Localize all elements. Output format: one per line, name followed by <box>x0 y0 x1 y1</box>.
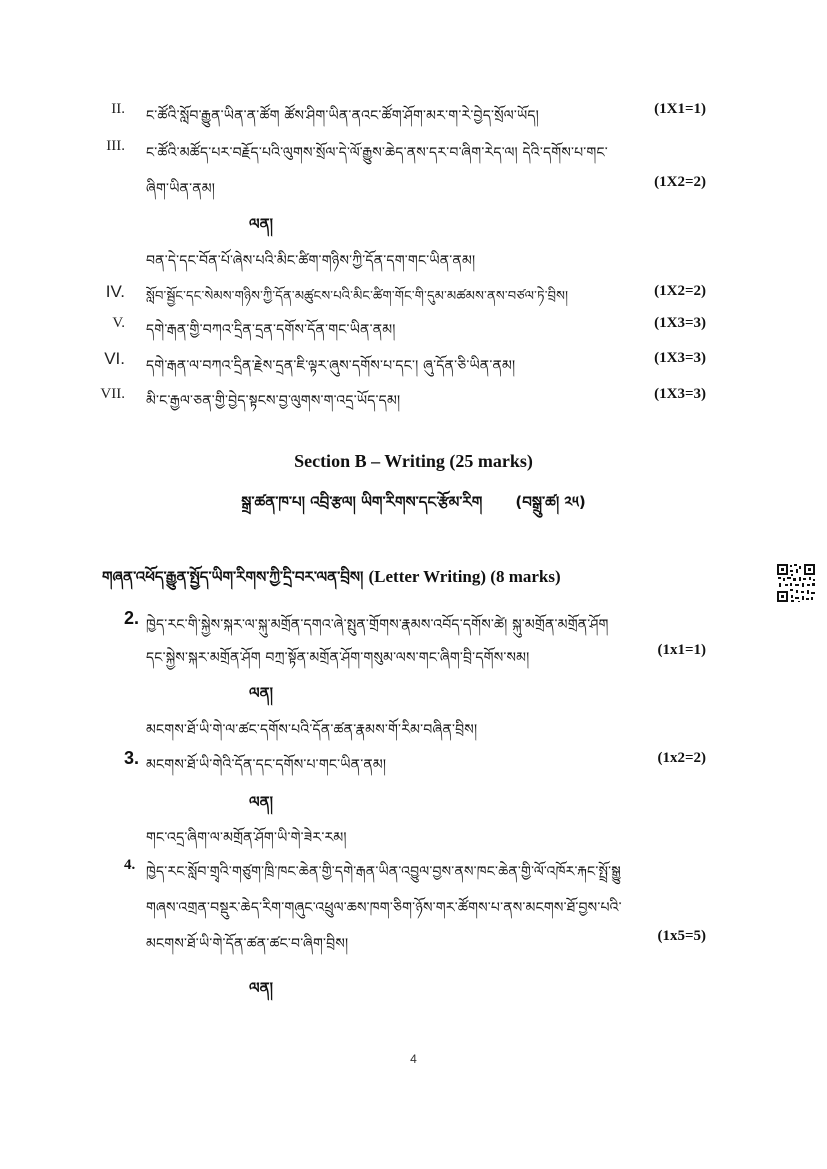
question-marks: (1X3=3) <box>654 386 706 402</box>
answer-label: ལན། <box>249 979 273 997</box>
question-number: V. <box>112 315 125 331</box>
question-number: VI. <box>104 349 125 368</box>
question-text: མི་ང་རྒྱལ་ཅན་གྱི་བྱེད་སྟངས་བྱ་ལུགས་ག་འདྲ་ཡོད་དམ། <box>146 393 401 409</box>
question-text: ང་ཚོའི་མཚོད་པར་བརྗོད་པའི་ལུགས་སྲོལ་དེ་ལོ་རྒྱུས་ཆེད་ནས་དར་བ་ཞིག་རེད་ལ། དེའི་དགོས་པ་གང་ <box>146 145 608 161</box>
question-marks: (1x1=1) <box>657 642 706 658</box>
answer-label: ལན། <box>249 684 273 702</box>
question-number: 3. <box>124 748 140 768</box>
answer-label: ལན། <box>249 793 273 811</box>
section-marks: (བསྒྲུ་ཚ། ༢༥) <box>515 493 586 511</box>
page-number: 4 <box>410 1052 417 1066</box>
question-text: ཁྱེད་རང་སློབ་གྲྭའི་གཙུག་ཁྲི་ཁང་ཆེན་གྱི་དགེ་རྒན་ཡིན་འབྱུལ་བྱས་ནས་ཁང་ཆེན་གྱི་ལོ་འཁོར་རྐང་སྤྲོ་སྒྱུ <box>146 864 621 880</box>
question-marks: (1x2=2) <box>657 750 706 766</box>
question-marks: (1X2=2) <box>654 283 706 299</box>
question-text: ཁྱེད་རང་གི་སྐྱེས་སྐར་ལ་སྐུ་མགྲོན་དགའ་ཞེ་སྤུན་གྲོགས་རྣམས་འབོད་དགོས་ཚེ། སྐུ་མགྲོན་མགྲོན་ཤོག <box>146 617 609 633</box>
question-number: IV. <box>105 282 125 301</box>
question-text: མངགས་ཐོ་ཡི་གེའི་དོན་དང་དགོས་པ་གང་ཡིན་ནམ། <box>146 757 387 773</box>
question-marks: (1x5=5) <box>657 928 706 944</box>
question-marks: (1X3=3) <box>654 350 706 366</box>
answer-text: གང་འདྲ་ཞིག་ལ་མགྲོན་ཤོག་ཡི་གེ་ཟེར་རམ། <box>146 830 347 846</box>
qr-code-icon <box>776 563 816 603</box>
question-text-continued: ཞིག་ཡིན་ནམ། <box>146 181 216 197</box>
letter-writing-heading-english: (Letter Writing) (8 marks) <box>368 567 561 586</box>
question-number: VII. <box>100 386 125 402</box>
question-text-continued: དང་སྐྱེས་སྐར་མགྲོན་ཤོག བཀྲ་སྟོན་མགྲོན་ཤོག་གསུམ་ལས་གང་ཞིག་བྲི་དགོས་སམ། <box>146 650 530 666</box>
letter-writing-heading-tibetan: གཞན་འཕོད་རྒྱུན་སྤྱོད་ཡིག་རིགས་ཀྱི་དྲི་བར་ལན་བྲིས། <box>102 568 364 586</box>
question-text: དགེ་རྒན་གྱི་བཀའ་དྲིན་དྲན་དགོས་དོན་གང་ཡིན་ནམ། <box>146 322 396 338</box>
question-text: སློབ་སྦྱོང་དང་སེམས་གཉིས་ཀྱི་དོན་མཚུངས་པའི་མིང་ཚིག་གོང་གི་དུམ་མཚམས་ནས་བཙལ་ཏེ་བྲིས། <box>146 289 569 304</box>
answer-text: མངགས་ཐོ་ཡི་གེ་ལ་ཚང་དགོས་པའི་དོན་ཚན་རྣམས་གོ་རིམ་བཞིན་བྲིས། <box>146 722 478 738</box>
question-text: དགེ་རྒན་ལ་བཀའ་དྲིན་རྗེས་དྲན་ཇི་ལྟར་ཞུས་དགོས་པ་དང་། ཞུ་དོན་ཅི་ཡིན་ནམ། <box>146 358 516 374</box>
section-subtitle <box>0 486 827 528</box>
question-marks: (1X2=2) <box>654 174 706 190</box>
letter-writing-heading <box>102 561 561 603</box>
question-marks: (1X1=1) <box>654 101 706 117</box>
section-subtitle-tibetan: སྒྲ་ཚན་ཁ་པ། འབྲི་རྩལ། ཡིག་རིགས་དང་རྩོམ་རིག <box>241 493 483 511</box>
section-title: Section B – Writing (25 marks) <box>294 451 533 471</box>
question-number: II. <box>111 101 125 117</box>
question-number: 4. <box>124 857 136 873</box>
question-text: ང་ཚོའི་སློབ་རྒྱུན་ཡིན་ན་ཚོག ཚོས་ཤིག་ཡིན་ནའང་ཚོག་ཤོག་མར་ག་རེ་བྱེད་སྲོལ་ཡོད། <box>146 108 539 124</box>
question-number: III. <box>106 138 125 154</box>
question-text-continued: གཞས་འགྲན་བསྡུར་ཆེད་རིག་གཞུང་འཕྲུལ་ཆས་ཁག་ཅིག་ཉོས་གར་ཚོགས་པ་ནས་མངགས་ཐོ་བྱས་པའི་ <box>146 900 622 916</box>
question-text-continued: མངགས་ཐོ་ཡི་གེ་དོན་ཚན་ཚང་བ་ཞིག་བྲིས། <box>146 936 349 952</box>
answer-text: བན་དེ་དང་བོན་པོ་ཞེས་པའི་མིང་ཚིག་གཉིས་ཀྱི་དོན་དག་གང་ཡིན་ནམ། <box>146 253 476 269</box>
answer-label: ལན། <box>249 215 273 233</box>
question-number: 2. <box>124 608 140 628</box>
question-marks: (1X3=3) <box>654 315 706 331</box>
